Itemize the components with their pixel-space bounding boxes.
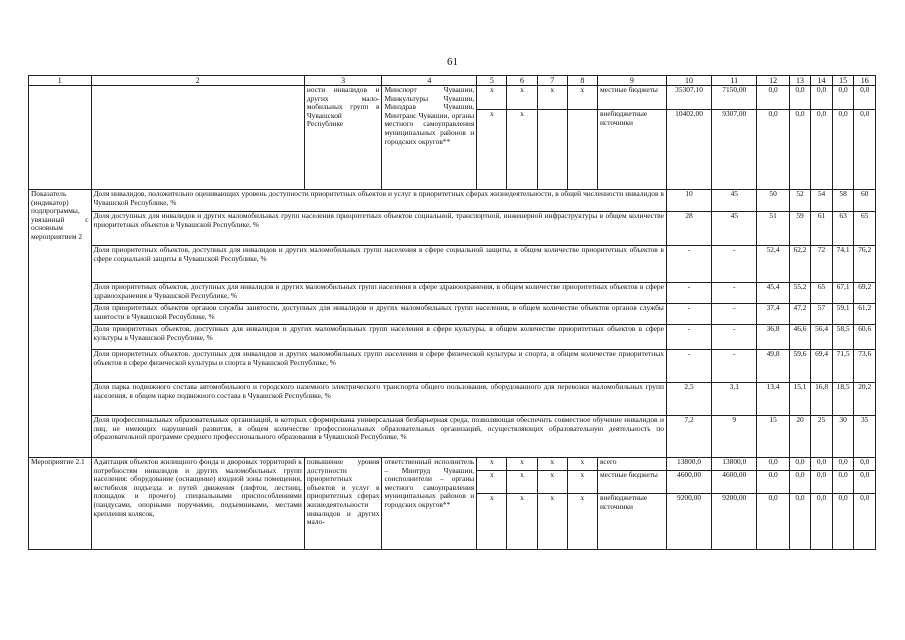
column-number-1: 1 bbox=[29, 76, 92, 86]
value-cell: x bbox=[507, 110, 537, 190]
value-cell: 0,0 bbox=[811, 86, 833, 110]
indicator-value: 54 bbox=[811, 190, 833, 212]
indicator-value: 52 bbox=[789, 190, 811, 212]
value-cell: 0,0 bbox=[832, 494, 854, 550]
value-cell: x bbox=[567, 86, 597, 110]
value-cell: x bbox=[537, 494, 567, 550]
value-cell: x bbox=[477, 471, 507, 494]
indicator-value: 60,6 bbox=[854, 325, 876, 350]
indicator-value: - bbox=[666, 304, 711, 325]
value-cell: 0,0 bbox=[757, 458, 789, 471]
indicator-value: 56,4 bbox=[811, 325, 833, 350]
indicator-value: 63 bbox=[832, 212, 854, 246]
value-cell: x bbox=[537, 458, 567, 471]
value-cell: 0,0 bbox=[789, 110, 811, 190]
value-cell: 9200,00 bbox=[712, 494, 757, 550]
value-cell: x bbox=[537, 471, 567, 494]
value-cell: 0,0 bbox=[811, 458, 833, 471]
indicator-row bbox=[29, 283, 876, 304]
indicator-value: 60 bbox=[854, 190, 876, 212]
empty-cell bbox=[29, 86, 92, 190]
indicator-value: 76,2 bbox=[854, 246, 876, 283]
value-cell: 0,0 bbox=[811, 471, 833, 494]
indicator-row bbox=[29, 246, 876, 283]
indicator-value: 58,5 bbox=[832, 325, 854, 350]
indicator-value: 50 bbox=[757, 190, 789, 212]
indicator-value: 20 bbox=[789, 416, 811, 458]
indicator-value: - bbox=[666, 246, 711, 283]
indicator-value: 59 bbox=[789, 212, 811, 246]
value-cell: 13800,0 bbox=[666, 458, 711, 471]
executor-cell: Минспорт Чувашии, Минкультуры Чувашии, Минздрав Чувашии, Минтранс Чувашии, органы местного самоуправления муниципальных районов и городских округов** bbox=[382, 86, 477, 190]
indicator-value: 37,4 bbox=[757, 304, 789, 325]
value-cell: 0,0 bbox=[811, 110, 833, 190]
value-cell: x bbox=[477, 110, 507, 190]
indicator-value: 9 bbox=[712, 416, 757, 458]
measure-label: Мероприятие 2.1 bbox=[29, 458, 92, 550]
value-cell: 9200,00 bbox=[666, 494, 711, 550]
indicator-value: 18,5 bbox=[832, 383, 854, 416]
indicator-text: Доля приоритетных объектов, доступных для инвалидов и других маломобильных групп населения в сфере здравоохранения, в общем количестве приоритетных объектов в сфере здравоохранения в Чувашской Республике, % bbox=[91, 283, 666, 304]
value-cell: 0,0 bbox=[789, 494, 811, 550]
indicator-value: 30 bbox=[832, 416, 854, 458]
column-number-4: 4 bbox=[382, 76, 477, 86]
table-body bbox=[29, 76, 876, 550]
measure-row bbox=[29, 458, 876, 471]
empty-cell bbox=[91, 86, 304, 190]
indicator-value: 45 bbox=[712, 212, 757, 246]
indicator-value: 71,5 bbox=[832, 350, 854, 383]
page-number: 61 bbox=[447, 56, 458, 68]
goal-cell: повышение уровня доступности приоритетных объектов и услуг в приоритетных сферах жизнедеятельности инвалидов и других мало- bbox=[304, 458, 382, 550]
indicator-text: Доля инвалидов, положительно оценивающих уровень доступности приоритетных объектов и услуг в приоритетных сферах жизнедеятельности, в общей численности инвалидов в Чувашской Республике, % bbox=[91, 190, 666, 212]
value-cell: x bbox=[567, 458, 597, 471]
column-number-3: 3 bbox=[304, 76, 382, 86]
funding-source-cell: местные бюджеты bbox=[597, 471, 666, 494]
column-number-11: 11 bbox=[712, 76, 757, 86]
value-cell: x bbox=[477, 458, 507, 471]
indicator-value: 58 bbox=[832, 190, 854, 212]
indicator-value: 65 bbox=[811, 283, 833, 304]
value-cell: 0,0 bbox=[789, 471, 811, 494]
executor-cell: ответственный исполнитель – Минтруд Чувашии, соисполнители – органы местного самоуправления муниципальных районов и городских округов** bbox=[382, 458, 477, 550]
column-number-row bbox=[29, 76, 876, 86]
value-cell: 0,0 bbox=[757, 471, 789, 494]
indicator-value: - bbox=[666, 283, 711, 304]
value-cell: 0,0 bbox=[832, 458, 854, 471]
indicator-value: 28 bbox=[666, 212, 711, 246]
program-table bbox=[28, 75, 876, 550]
indicator-value: - bbox=[712, 283, 757, 304]
value-cell: 0,0 bbox=[854, 458, 876, 471]
indicator-value: 74,1 bbox=[832, 246, 854, 283]
column-number-16: 16 bbox=[854, 76, 876, 86]
value-cell: 0,0 bbox=[757, 86, 789, 110]
value-cell: 0,0 bbox=[832, 471, 854, 494]
indicator-value: 55,2 bbox=[789, 283, 811, 304]
column-number-10: 10 bbox=[666, 76, 711, 86]
value-cell: x bbox=[507, 458, 537, 471]
column-number-13: 13 bbox=[789, 76, 811, 86]
value-cell: x bbox=[507, 471, 537, 494]
indicator-value: 45 bbox=[712, 190, 757, 212]
value-cell: 35307,10 bbox=[666, 86, 711, 110]
value-cell: 0,0 bbox=[854, 86, 876, 110]
indicator-row bbox=[29, 304, 876, 325]
indicator-value: 62,2 bbox=[789, 246, 811, 283]
indicator-value: 10 bbox=[666, 190, 711, 212]
column-number-7: 7 bbox=[537, 76, 567, 86]
measure-description: Адаптация объектов жилищного фонда и дворовых территорий к потребностям инвалидов и других маломобильных групп населения: оборудование (оснащение) входной зоны помещения, вестибюля подъезда и путей движения (лифтов, лестниц, площадок и прочего) специальными приспособлениями (пандусами, опорными поручнями, подъемниками, местами крепления колясок, bbox=[91, 458, 304, 550]
indicator-value: 59,6 bbox=[789, 350, 811, 383]
indicator-value: 57 bbox=[811, 304, 833, 325]
indicator-row bbox=[29, 212, 876, 246]
indicator-value: - bbox=[712, 304, 757, 325]
indicator-value: 13,4 bbox=[757, 383, 789, 416]
indicator-value: 65 bbox=[854, 212, 876, 246]
indicator-row bbox=[29, 325, 876, 350]
indicator-value: - bbox=[712, 325, 757, 350]
value-cell: 4600,00 bbox=[712, 471, 757, 494]
indicator-value: - bbox=[666, 325, 711, 350]
value-cell: 10402,00 bbox=[666, 110, 711, 190]
indicator-text: Доля приоритетных объектов, доступных для инвалидов и других маломобильных групп населения в сфере физической культуры и спорта, в общем количестве приоритетных объектов в сфере физической культуры и спорта в Чувашской Республике, % bbox=[91, 350, 666, 383]
value-cell: 0,0 bbox=[757, 110, 789, 190]
value-cell: 0,0 bbox=[854, 110, 876, 190]
indicator-value: 20,2 bbox=[854, 383, 876, 416]
indicator-row bbox=[29, 383, 876, 416]
indicator-value: 72 bbox=[811, 246, 833, 283]
indicator-value: - bbox=[666, 350, 711, 383]
indicator-text: Доля парка подвижного состава автомобильного и городского наземного электрического транспорта общего пользования, оборудованного для перевозки маломобильных групп населения, в общем парке подвижного состава в Чувашской Республике, % bbox=[91, 383, 666, 416]
value-cell: 13800,0 bbox=[712, 458, 757, 471]
value-cell: x bbox=[537, 86, 567, 110]
indicator-value: 51 bbox=[757, 212, 789, 246]
indicator-value: 69,2 bbox=[854, 283, 876, 304]
indicator-value: 69,4 bbox=[811, 350, 833, 383]
column-number-6: 6 bbox=[507, 76, 537, 86]
indicator-value: 2,5 bbox=[666, 383, 711, 416]
value-cell: 0,0 bbox=[854, 471, 876, 494]
indicator-value: 15,1 bbox=[789, 383, 811, 416]
value-cell: x bbox=[477, 86, 507, 110]
value-cell: 4600,00 bbox=[666, 471, 711, 494]
column-number-8: 8 bbox=[567, 76, 597, 86]
indicator-value: 59,1 bbox=[832, 304, 854, 325]
indicator-value: 36,8 bbox=[757, 325, 789, 350]
value-cell bbox=[567, 110, 597, 190]
funding-source-cell: внебюджетные источники bbox=[597, 110, 666, 190]
indicator-value: 47,2 bbox=[789, 304, 811, 325]
value-cell: x bbox=[507, 86, 537, 110]
indicator-value: 25 bbox=[811, 416, 833, 458]
value-cell bbox=[537, 110, 567, 190]
funding-source-cell: всего bbox=[597, 458, 666, 471]
column-number-14: 14 bbox=[811, 76, 833, 86]
indicator-value: 67,1 bbox=[832, 283, 854, 304]
value-cell: 0,0 bbox=[789, 86, 811, 110]
column-number-15: 15 bbox=[832, 76, 854, 86]
indicator-row bbox=[29, 416, 876, 458]
indicator-label: Показатель (индикатор) подпрограммы, увязанный с основным мероприятием 2 bbox=[29, 190, 92, 458]
indicator-value: - bbox=[712, 350, 757, 383]
indicator-value: - bbox=[712, 246, 757, 283]
value-cell: x bbox=[507, 494, 537, 550]
indicator-value: 46,6 bbox=[789, 325, 811, 350]
value-cell: x bbox=[567, 471, 597, 494]
funding-source-cell: местные бюджеты bbox=[597, 86, 666, 110]
value-cell: 0,0 bbox=[832, 86, 854, 110]
column-number-9: 9 bbox=[597, 76, 666, 86]
indicator-text: Доля доступных для инвалидов и других маломобильных групп населения приоритетных объектов социальной, транспортной, инженерной инфраструктуры в общем количестве приоритетных объектов в Чувашской Республике, % bbox=[91, 212, 666, 246]
value-cell: 7150,00 bbox=[712, 86, 757, 110]
indicator-value: 15 bbox=[757, 416, 789, 458]
indicator-value: 52,4 bbox=[757, 246, 789, 283]
indicator-value: 73,6 bbox=[854, 350, 876, 383]
indicator-value: 61,2 bbox=[854, 304, 876, 325]
indicator-value: 16,8 bbox=[811, 383, 833, 416]
indicator-text: Доля приоритетных объектов, доступных для инвалидов и других маломобильных групп населения в сфере культуры, в общем количестве приоритетных объектов в сфере культуры в Чувашской Республике, % bbox=[91, 325, 666, 350]
value-cell: 0,0 bbox=[832, 110, 854, 190]
indicator-row bbox=[29, 190, 876, 212]
indicator-value: 45,4 bbox=[757, 283, 789, 304]
table-row bbox=[29, 86, 876, 110]
indicator-value: 7,2 bbox=[666, 416, 711, 458]
indicator-value: 49,8 bbox=[757, 350, 789, 383]
value-cell: 0,0 bbox=[757, 494, 789, 550]
value-cell: x bbox=[567, 494, 597, 550]
indicator-value: 3,1 bbox=[712, 383, 757, 416]
indicator-value: 35 bbox=[854, 416, 876, 458]
value-cell: 0,0 bbox=[789, 458, 811, 471]
indicator-text: Доля приоритетных объектов органов службы занятости, доступных для инвалидов и других маломобильных групп населения, в общем количестве объектов органов службы занятости в Чувашской Республике, % bbox=[91, 304, 666, 325]
indicator-text: Доля приоритетных объектов, доступных для инвалидов и других маломобильных групп населения в сфере социальной защиты, в общем количестве приоритетных объектов в сфере социальной защиты в Чувашской Республике, % bbox=[91, 246, 666, 283]
goal-cell: ности инвалидов и других мало-мобильных групп в Чувашской Республике bbox=[304, 86, 382, 190]
value-cell: 0,0 bbox=[854, 494, 876, 550]
value-cell: x bbox=[477, 494, 507, 550]
funding-source-cell: внебюджетные источники bbox=[597, 494, 666, 550]
indicator-text: Доля профессиональных образовательных организаций, в которых сформирована универсальная безбарьерная среда, позволяющая обеспечить совместное обучение инвалидов и лиц, не имеющих нарушений развития, в общем количестве профессиональных образовательных организаций, осуществляющих образовательную деятельность по образовательной программе среднего профессионального образования в Чувашской Республике, % bbox=[91, 416, 666, 458]
indicator-row bbox=[29, 350, 876, 383]
value-cell: 0,0 bbox=[811, 494, 833, 550]
column-number-5: 5 bbox=[477, 76, 507, 86]
indicator-value: 61 bbox=[811, 212, 833, 246]
value-cell: 9307,00 bbox=[712, 110, 757, 190]
column-number-12: 12 bbox=[757, 76, 789, 86]
column-number-2: 2 bbox=[91, 76, 304, 86]
